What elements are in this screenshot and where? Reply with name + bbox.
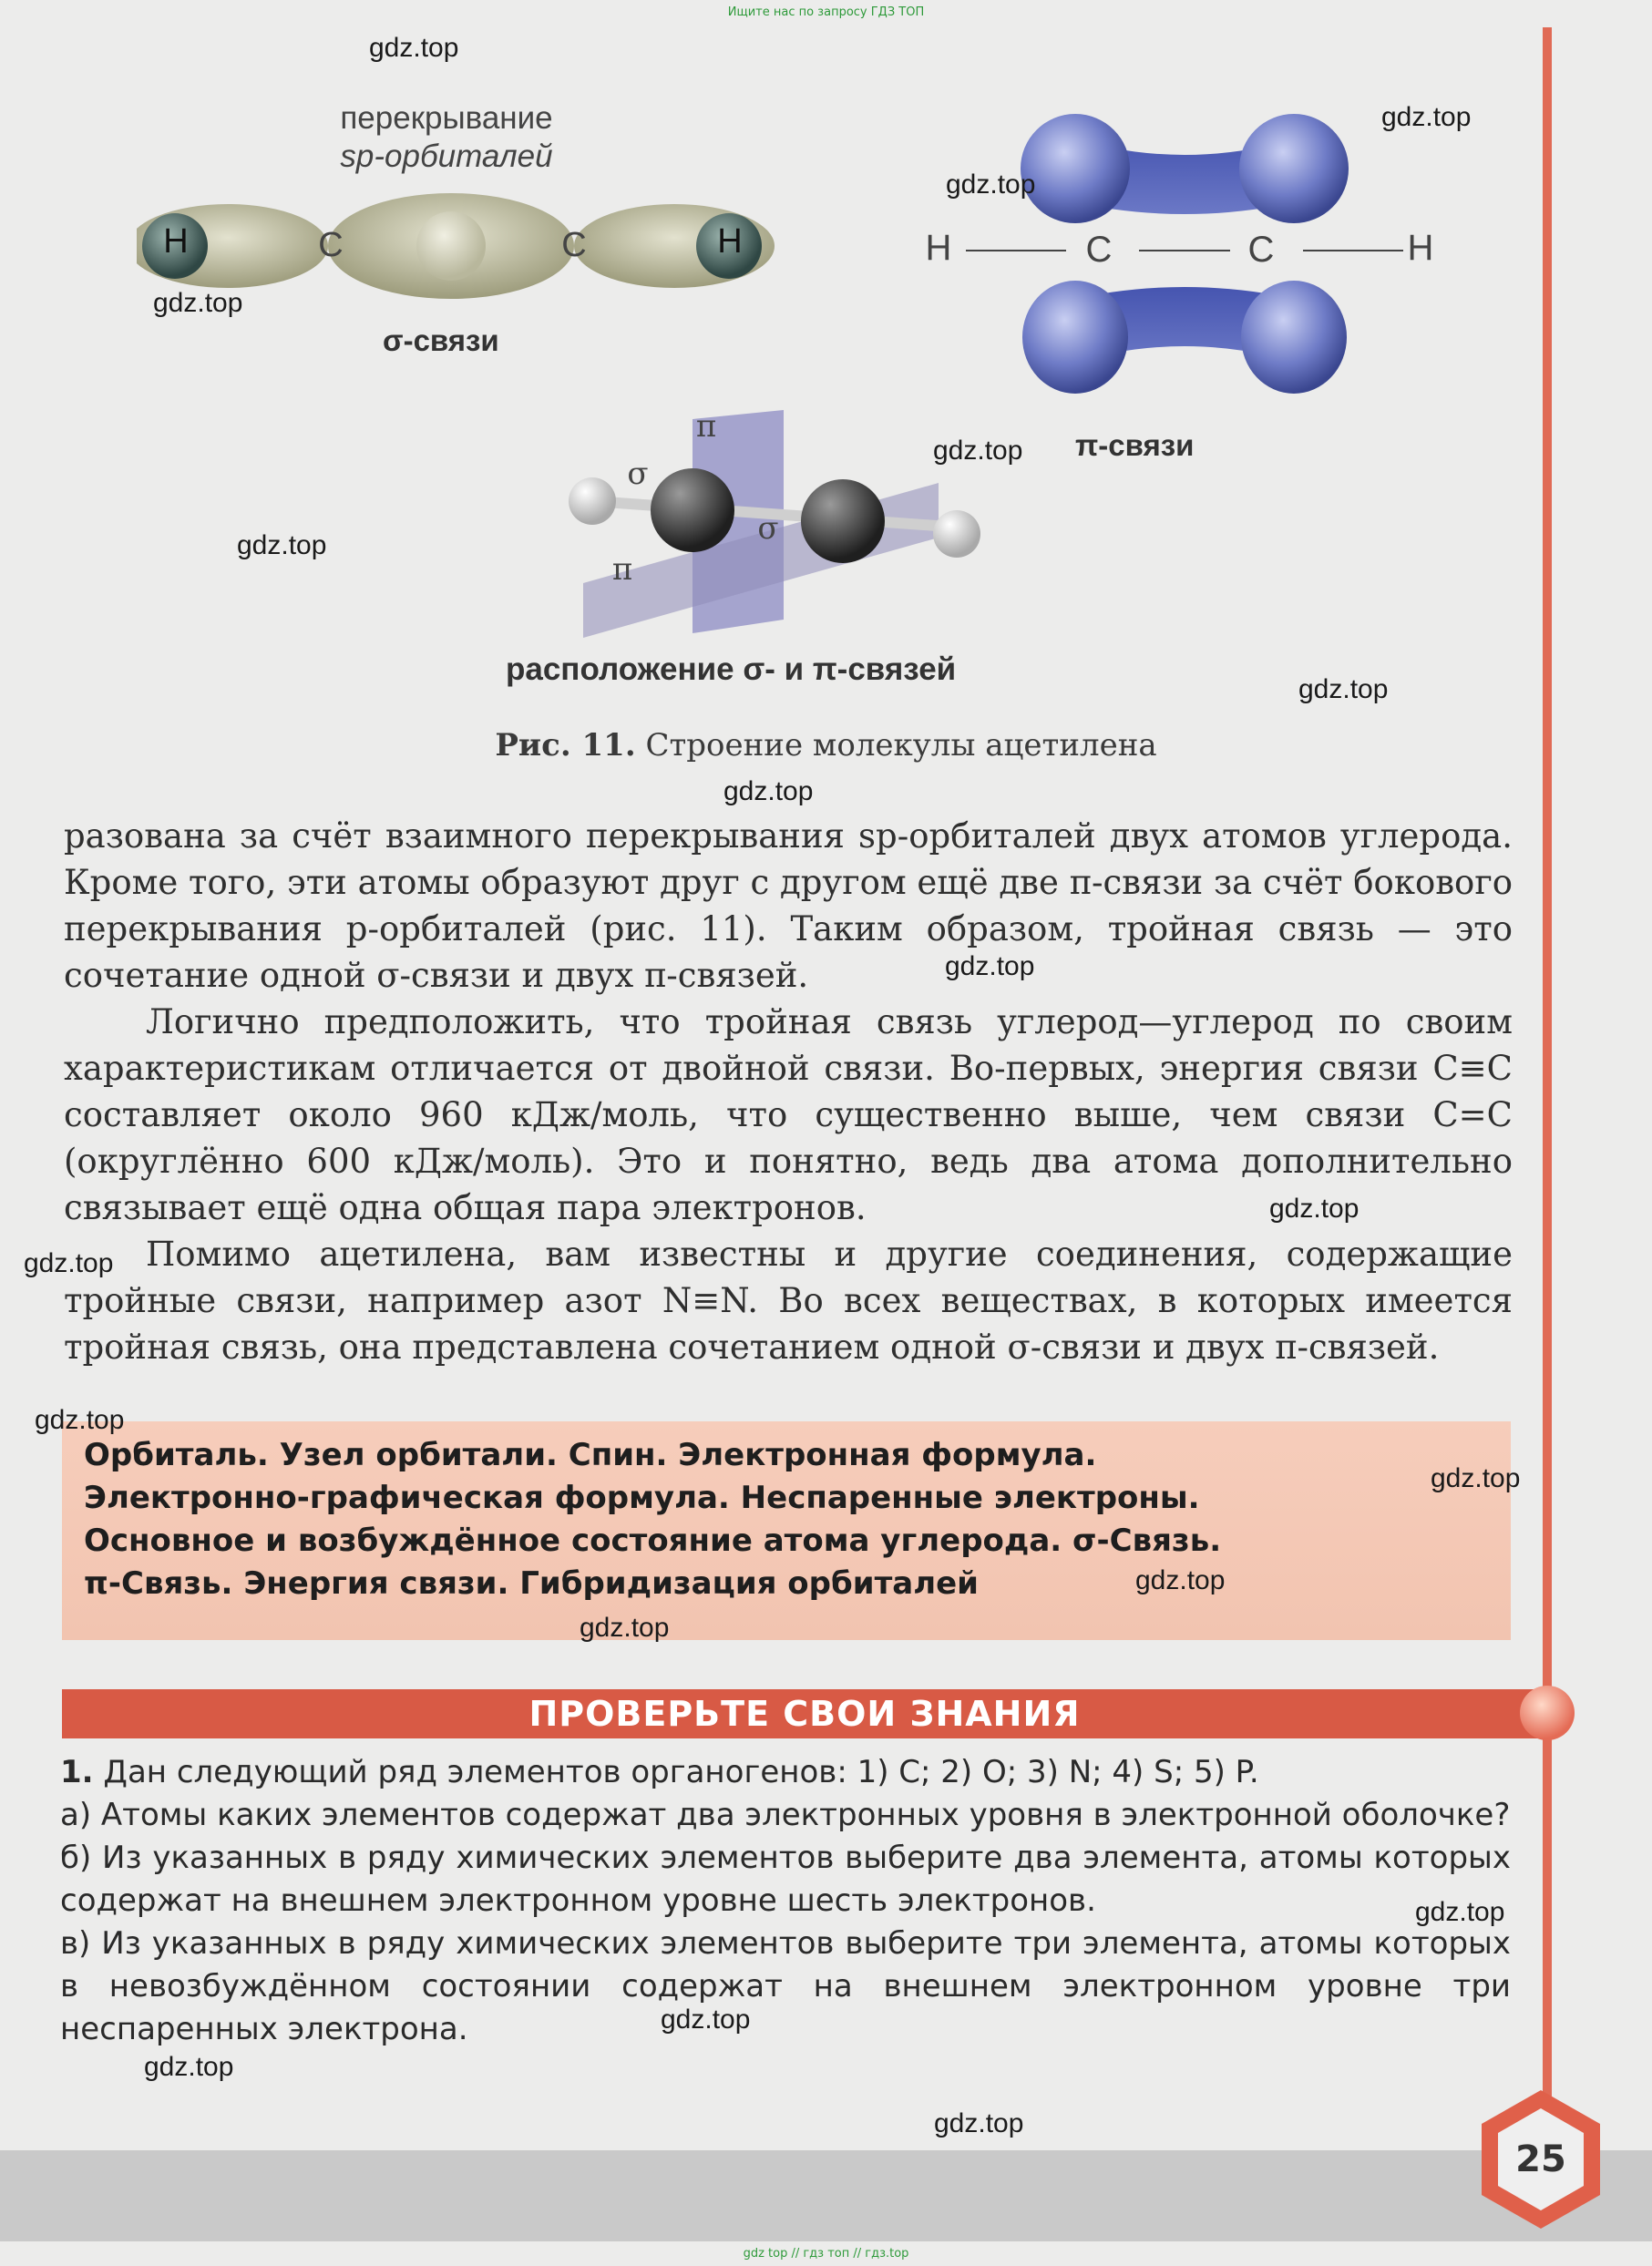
footer-note: gdz top // гдз топ // гдз.top: [743, 2247, 909, 2261]
pi-atom-c-right: C: [1247, 230, 1275, 270]
watermark: gdz.top: [661, 2005, 751, 2035]
watermark: gdz.top: [24, 1248, 114, 1278]
atom-c-right: C: [561, 226, 587, 264]
key-terms-line-1: Орбиталь. Узел орбитали. Спин. Электронная формула.: [84, 1437, 1097, 1473]
question-1: [60, 1751, 1511, 1794]
watermark: gdz.top: [1381, 102, 1472, 132]
watermark: gdz.top: [1298, 674, 1389, 704]
key-terms-line-3: Основное и возбуждённое состояние атома углерода. σ-Связь.: [84, 1523, 1222, 1559]
watermark: gdz.top: [580, 1613, 670, 1643]
section-title: ПРОВЕРЬТЕ СВОИ ЗНАНИЯ: [528, 1694, 1081, 1734]
key-terms-line-4: π-Связь. Энергия связи. Гибридизация орбиталей: [84, 1565, 979, 1602]
pi-symbol-bottom: π: [611, 551, 633, 588]
paragraph-1: разована за счёт взаимного перекрывания sp-орбиталей двух атомов углерода. Кроме того, эти атомы образуют друг с другом ещё две π-связи за счёт бокового перекрывания p-орбиталей (рис. 11). Таким образом, тройная связь — это сочетание одной σ-связи и двух π-связей.: [64, 816, 1513, 995]
sigma-symbol-left: σ: [627, 456, 649, 492]
body-text: [64, 813, 1513, 1370]
sigma-symbol-mid: σ: [757, 510, 779, 547]
top-note: Ищите нас по запросу ГДЗ ТОП: [727, 5, 925, 19]
watermark: gdz.top: [945, 951, 1035, 981]
question-1b: б) Из указанных в ряду химических элементов выберите два элемента, атомы которых содержат на внешнем электронном уровне шесть электронов.: [60, 1840, 1511, 1919]
watermark: gdz.top: [237, 530, 327, 560]
watermark: gdz.top: [1269, 1194, 1360, 1224]
caption-number: Рис. 11.: [495, 727, 636, 764]
question-1-number: 1.: [60, 1754, 94, 1790]
watermark: gdz.top: [144, 2052, 234, 2082]
paragraph-3: Помимо ацетилена, вам известны и другие соединения, содержащие тройные связи, например азот N≡N. Во всех веществах, в которых имеется тройная связь, она представлена сочетанием одной σ-связи и двух π-связей.: [64, 1235, 1513, 1367]
questions: [60, 1751, 1511, 2051]
atom-h-left: H: [163, 222, 189, 261]
page-number: 25: [1515, 2138, 1566, 2180]
caption-text: Строение молекулы ацетилена: [645, 727, 1157, 764]
figure-caption: [0, 727, 1652, 764]
watermark: gdz.top: [933, 436, 1023, 466]
pi-bonds-label: π-связи: [1075, 428, 1195, 462]
overlap-label-1: перекрывание: [340, 100, 553, 136]
watermark: gdz.top: [946, 169, 1036, 200]
watermark: gdz.top: [1415, 1897, 1505, 1927]
sigma-bonds-label: σ-связи: [383, 323, 499, 357]
atom-c-left: C: [318, 226, 344, 264]
overlap-label-2: sp-орбиталей: [340, 138, 553, 174]
pi-atom-h-left: H: [925, 228, 952, 268]
question-1c: в) Из указанных в ряду химических элементов выберите три элемента, атомы которых в невозбуждённом состоянии содержат на внешнем электронном уровне три неспаренных электрона.: [60, 1925, 1511, 2047]
paragraph-2: Логично предположить, что тройная связь углерод—углерод по своим характеристикам отличается от двойной связи. Во-первых, энергия связи C≡C составляет около 960 кДж/моль, что существенно выше, чем связи C=C (округлённо 600 кДж/моль). Это и понятно, ведь два атома дополнительно связывает ещё одна общая пара электронов.: [64, 1002, 1513, 1227]
watermark: gdz.top: [1135, 1565, 1226, 1595]
pi-symbol-top: π: [695, 408, 717, 445]
watermark: gdz.top: [723, 776, 814, 806]
watermark: gdz.top: [934, 2108, 1024, 2138]
question-1a: а) Атомы каких элементов содержат два электронных уровня в электронной оболочке?: [60, 1797, 1511, 1833]
atom-h-right: H: [717, 222, 743, 261]
arrangement-label: расположение σ- и π-связей: [506, 651, 957, 687]
watermark: gdz.top: [1431, 1463, 1521, 1493]
question-1-text: Дан следующий ряд элементов органогенов: 1) C; 2) O; 3) N; 4) S; 5) P.: [103, 1754, 1259, 1790]
pi-atom-c-left: C: [1085, 230, 1113, 270]
margin-line: [1543, 27, 1552, 2150]
watermark: gdz.top: [369, 33, 459, 63]
watermark: gdz.top: [35, 1405, 125, 1435]
key-terms: [84, 1434, 1487, 1605]
watermark: gdz.top: [153, 288, 243, 318]
section-marker-dot: [1520, 1686, 1575, 1740]
pi-atom-h-right: H: [1407, 228, 1434, 268]
pi-bond-lines: [957, 241, 1431, 260]
key-terms-line-2: Электронно-графическая формула. Неспаренные электроны.: [84, 1480, 1200, 1516]
bottom-band: [0, 2150, 1652, 2241]
